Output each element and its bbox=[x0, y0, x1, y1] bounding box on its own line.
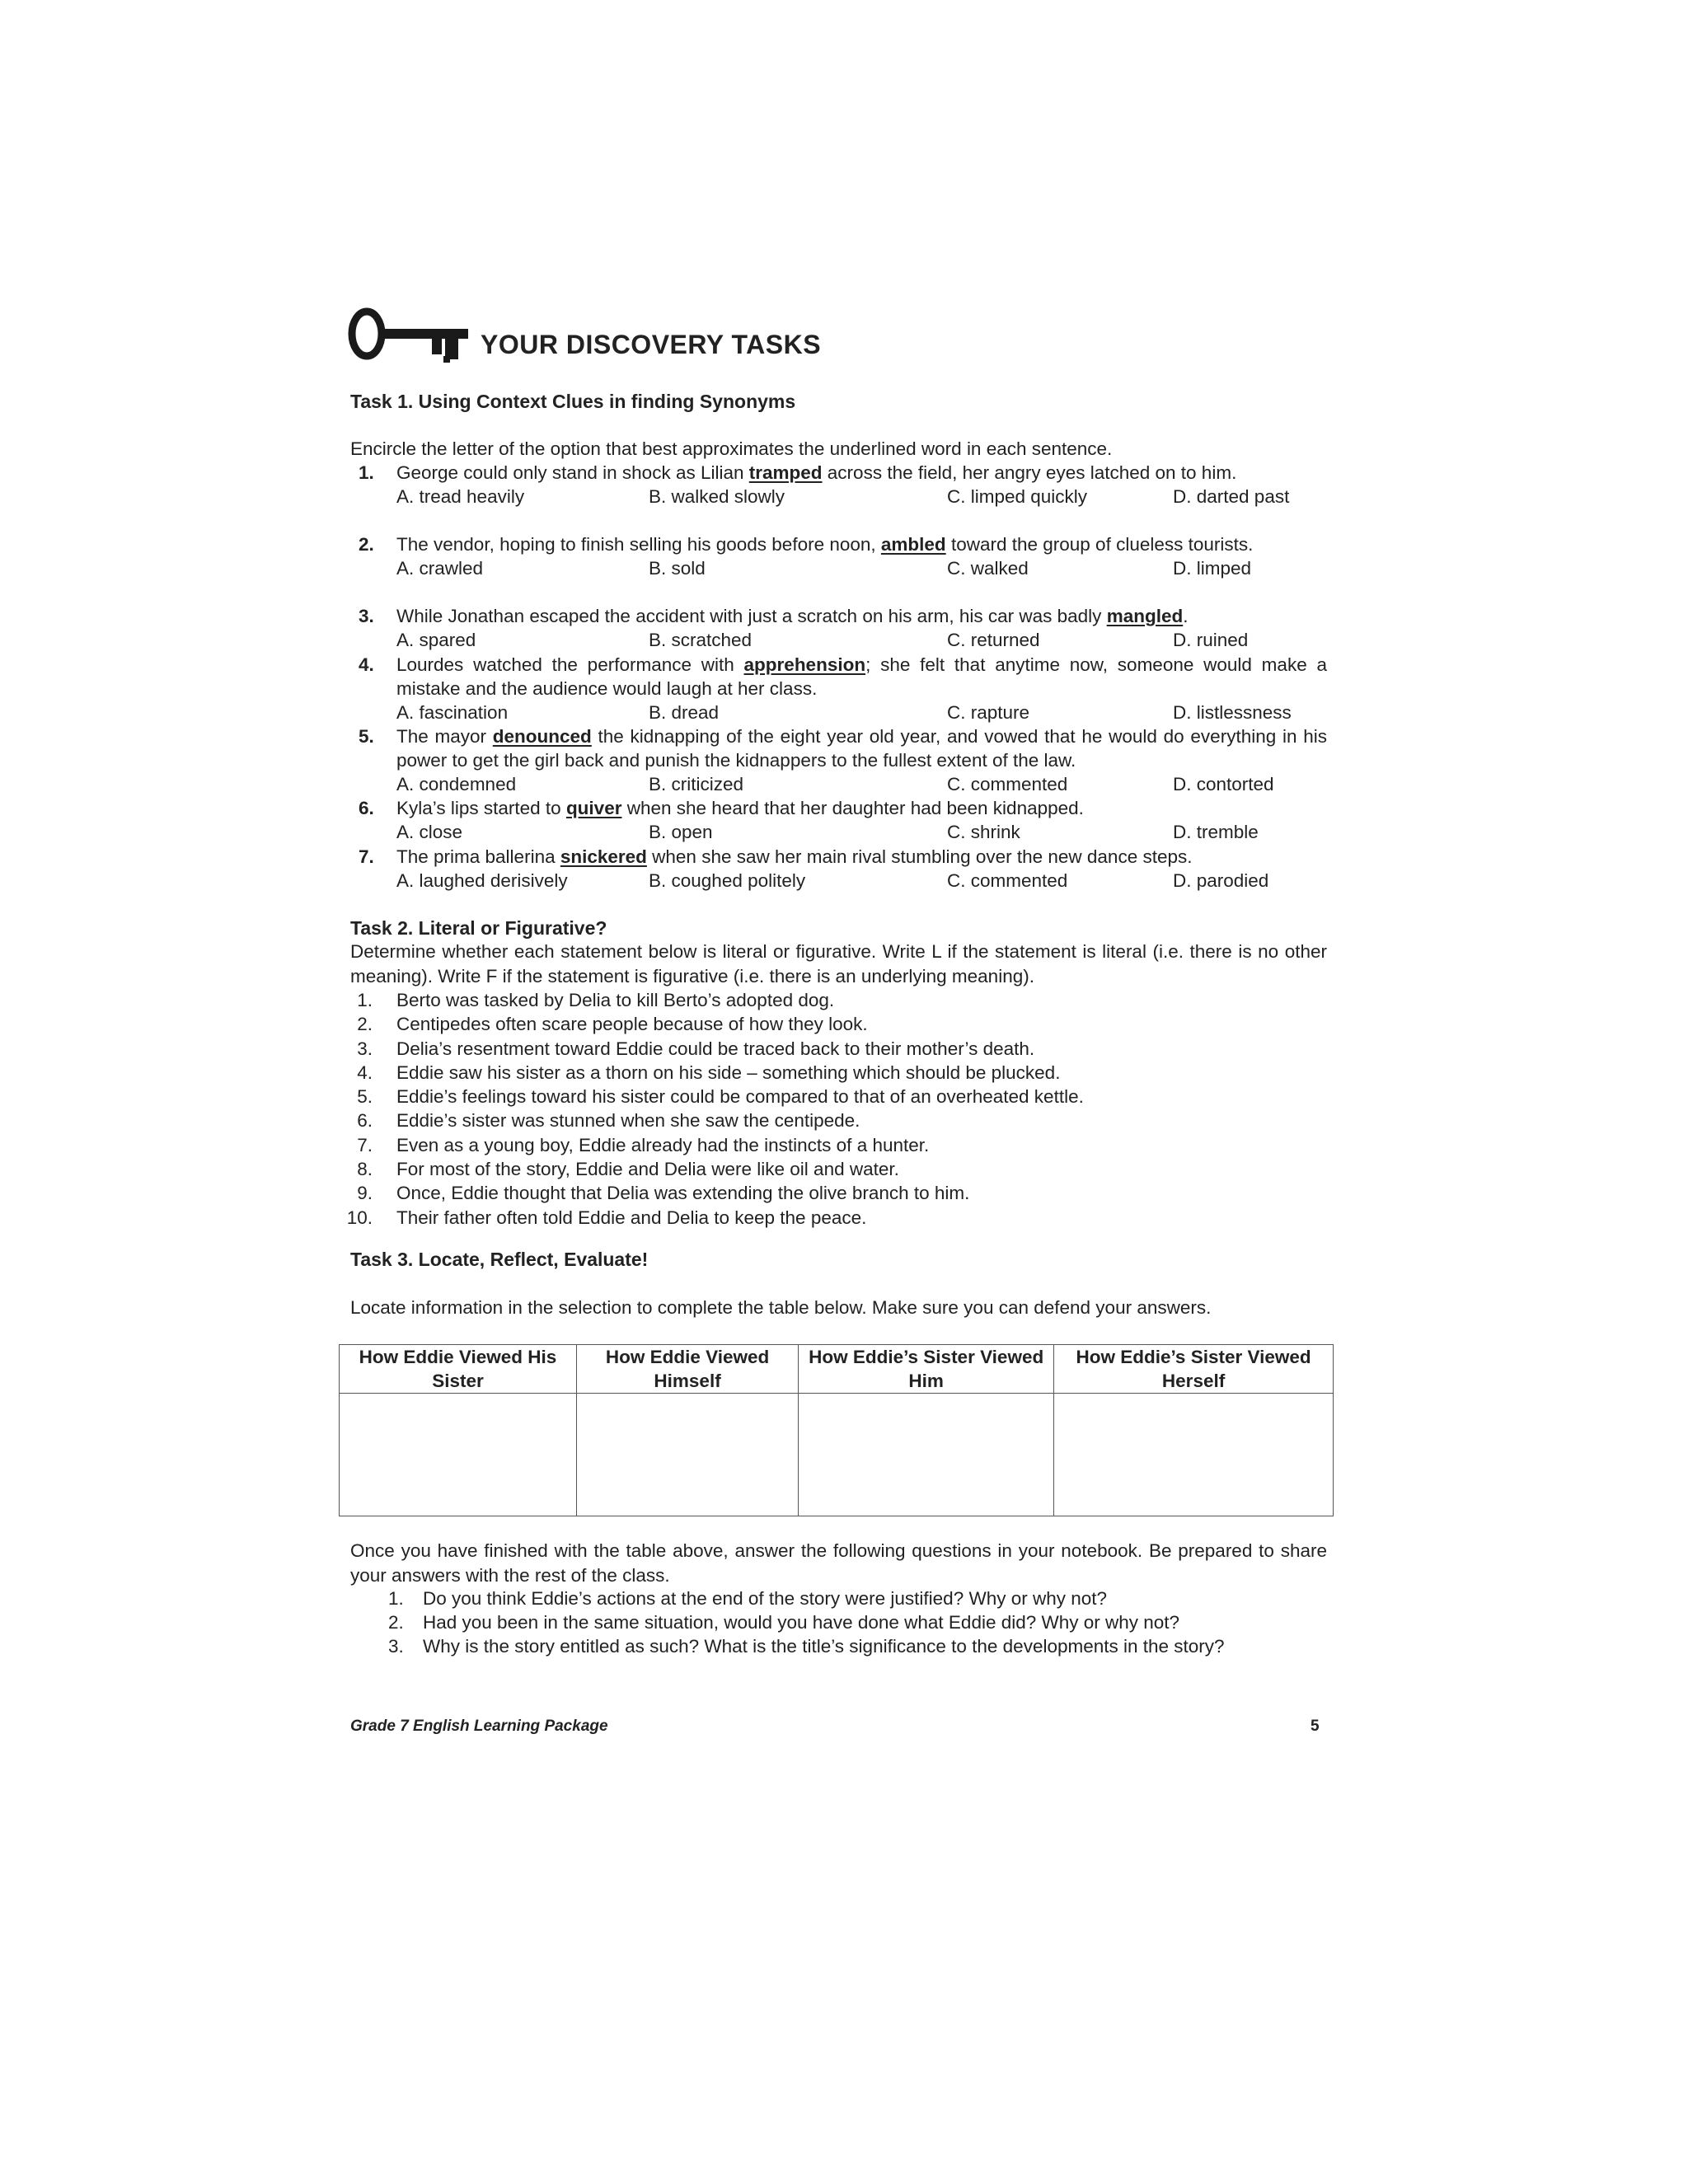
table-header: How Eddie’s Sister Viewed Herself bbox=[1054, 1345, 1334, 1394]
option-a[interactable]: A. tread heavily bbox=[396, 486, 525, 507]
task1-question bbox=[350, 845, 1327, 893]
option-c[interactable]: C. limped quickly bbox=[947, 486, 1088, 507]
task1-question bbox=[350, 653, 1327, 724]
option-b[interactable]: B. walked slowly bbox=[649, 486, 785, 507]
target-word: quiver bbox=[565, 798, 622, 818]
option-c[interactable]: C. walked bbox=[947, 558, 1029, 579]
question-number: 1. bbox=[359, 462, 374, 483]
task3-heading: Task 3. Locate, Reflect, Evaluate! bbox=[350, 1249, 649, 1270]
list-item: 8. For most of the story, Eddie and Delia were like oil and water. bbox=[357, 1159, 899, 1180]
task3-followup: Once you have finished with the table above, answer the following questions in your notebook. Be prepared to share your answers with the rest of the class. bbox=[350, 1540, 1327, 1586]
options-row bbox=[396, 485, 1327, 509]
list-item: 6. Eddie’s sister was stunned when she saw the centipede. bbox=[357, 1110, 860, 1132]
answer-cell[interactable] bbox=[799, 1394, 1054, 1516]
list-item: 9. Once, Eddie thought that Delia was extending the olive branch to him. bbox=[357, 1183, 970, 1204]
question-stem: The prima ballerina snickered when she saw her main rival stumbling over the new dance steps. bbox=[396, 846, 1193, 867]
answer-cell[interactable] bbox=[1054, 1394, 1334, 1516]
list-item: 1. Do you think Eddie’s actions at the end of the story were justified? Why or why not? bbox=[388, 1588, 1108, 1609]
task3-instructions: Locate information in the selection to complete the table below. Make sure you can defend your answers. bbox=[350, 1297, 1212, 1318]
option-b[interactable]: B. criticized bbox=[649, 774, 744, 794]
options-row bbox=[396, 772, 1327, 796]
reflection-questions bbox=[350, 1586, 1327, 1658]
option-a[interactable]: A. crawled bbox=[396, 558, 484, 579]
key-icon bbox=[346, 305, 470, 374]
options-row bbox=[396, 556, 1327, 580]
option-d[interactable]: D. listlessness bbox=[1173, 702, 1292, 723]
table-header: How Eddie’s Sister Viewed Him bbox=[799, 1345, 1054, 1394]
option-b[interactable]: B. coughed politely bbox=[649, 870, 806, 891]
list-item: 7. Even as a young boy, Eddie already had the instincts of a hunter. bbox=[357, 1134, 930, 1155]
question-number: 6. bbox=[359, 798, 374, 818]
task2-heading: Task 2. Literal or Figurative? bbox=[350, 917, 607, 939]
list-item: 3. Why is the story entitled as such? What is the title’s significance to the developments in the story? bbox=[388, 1636, 1225, 1657]
option-d[interactable]: D. darted past bbox=[1173, 486, 1290, 507]
list-item: 4. Eddie saw his sister as a thorn on his side – something which should be plucked. bbox=[357, 1062, 1061, 1083]
task1-question bbox=[350, 796, 1327, 844]
answer-cell[interactable] bbox=[576, 1394, 798, 1516]
footer-title: Grade 7 English Learning Package bbox=[350, 1718, 608, 1735]
option-a[interactable]: A. laughed derisively bbox=[396, 870, 568, 891]
table-header: How Eddie Viewed Himself bbox=[576, 1345, 798, 1394]
option-d[interactable]: D. ruined bbox=[1173, 630, 1249, 650]
task1-question bbox=[350, 461, 1327, 509]
list-item: 1. Berto was tasked by Delia to kill Berto’s adopted dog. bbox=[357, 990, 835, 1010]
table-header-row bbox=[340, 1345, 1334, 1394]
question-number: 7. bbox=[359, 846, 374, 867]
option-b[interactable]: B. open bbox=[649, 822, 713, 842]
target-word: denounced bbox=[492, 726, 592, 747]
option-a[interactable]: A. fascination bbox=[396, 702, 509, 723]
table-row bbox=[340, 1394, 1334, 1516]
option-b[interactable]: B. dread bbox=[649, 702, 720, 723]
option-a[interactable]: A. close bbox=[396, 822, 463, 842]
task1-question bbox=[350, 532, 1327, 580]
option-d[interactable]: D. contorted bbox=[1173, 774, 1274, 794]
target-word: mangled bbox=[1106, 606, 1184, 626]
options-row bbox=[396, 869, 1327, 893]
question-stem: Lourdes watched the performance with apprehension; she felt that anytime now, someone would make a mistake and the audience would laugh at her class. bbox=[396, 654, 1327, 699]
table-header: How Eddie Viewed His Sister bbox=[340, 1345, 577, 1394]
option-c[interactable]: C. returned bbox=[947, 630, 1040, 650]
question-number: 5. bbox=[359, 726, 374, 747]
option-a[interactable]: A. condemned bbox=[396, 774, 517, 794]
question-stem: Kyla’s lips started to quiver when she heard that her daughter had been kidnapped. bbox=[396, 798, 1084, 818]
page-title: YOUR DISCOVERY TASKS bbox=[481, 330, 822, 359]
question-number: 3. bbox=[359, 606, 374, 626]
option-d[interactable]: D. limped bbox=[1173, 558, 1252, 579]
option-c[interactable]: C. shrink bbox=[947, 822, 1020, 842]
question-stem: George could only stand in shock as Lilian tramped across the field, her angry eyes latched on to him. bbox=[396, 462, 1237, 483]
task2-statement-list bbox=[346, 988, 1327, 1230]
task1-question bbox=[350, 604, 1327, 652]
list-item: 10. Their father often told Eddie and Delia to keep the peace. bbox=[346, 1207, 867, 1228]
option-a[interactable]: A. spared bbox=[396, 630, 476, 650]
options-row bbox=[396, 701, 1327, 724]
target-word: snickered bbox=[560, 846, 647, 867]
task1-heading: Task 1. Using Context Clues in finding Synonyms bbox=[350, 391, 796, 412]
question-number: 2. bbox=[359, 534, 374, 555]
option-b[interactable]: B. sold bbox=[649, 558, 706, 579]
options-row bbox=[396, 628, 1327, 652]
option-d[interactable]: D. tremble bbox=[1173, 822, 1259, 842]
question-stem: While Jonathan escaped the accident with just a scratch on his arm, his car was badly mangled. bbox=[396, 606, 1189, 626]
task2-instructions: Determine whether each statement below is literal or figurative. Write L if the statement is literal (i.e. there is no other meaning). Write F if the statement is figurative (i.e. there is an underlying meaning). bbox=[350, 941, 1327, 987]
target-word: ambled bbox=[880, 534, 946, 555]
page-number: 5 bbox=[1311, 1718, 1320, 1735]
option-c[interactable]: C. commented bbox=[947, 870, 1068, 891]
list-item: 2. Centipedes often scare people because of how they look. bbox=[357, 1014, 868, 1035]
task1-instructions: Encircle the letter of the option that best approximates the underlined word in each sentence. bbox=[350, 438, 1113, 459]
target-word: tramped bbox=[748, 462, 823, 483]
option-c[interactable]: C. rapture bbox=[947, 702, 1030, 723]
list-item: 5. Eddie’s feelings toward his sister could be compared to that of an overheated kettle. bbox=[357, 1086, 1084, 1108]
discovery-table bbox=[339, 1344, 1334, 1516]
option-b[interactable]: B. scratched bbox=[649, 630, 753, 650]
option-d[interactable]: D. parodied bbox=[1173, 870, 1269, 891]
option-c[interactable]: C. commented bbox=[947, 774, 1068, 794]
question-number: 4. bbox=[359, 654, 374, 675]
task1-question bbox=[350, 724, 1327, 796]
question-stem: The mayor denounced the kidnapping of the eight year old year, and vowed that he would do everything in his power to get the girl back and punish the kidnappers to the fullest extent of the law. bbox=[396, 726, 1327, 771]
options-row bbox=[396, 820, 1327, 844]
target-word: apprehension bbox=[743, 654, 866, 675]
list-item: 2. Had you been in the same situation, would you have done what Eddie did? Why or why not? bbox=[388, 1612, 1180, 1633]
answer-cell[interactable] bbox=[340, 1394, 577, 1516]
question-stem: The vendor, hoping to finish selling his goods before noon, ambled toward the group of clueless tourists. bbox=[396, 534, 1254, 555]
list-item: 3. Delia’s resentment toward Eddie could be traced back to their mother’s death. bbox=[357, 1038, 1035, 1059]
